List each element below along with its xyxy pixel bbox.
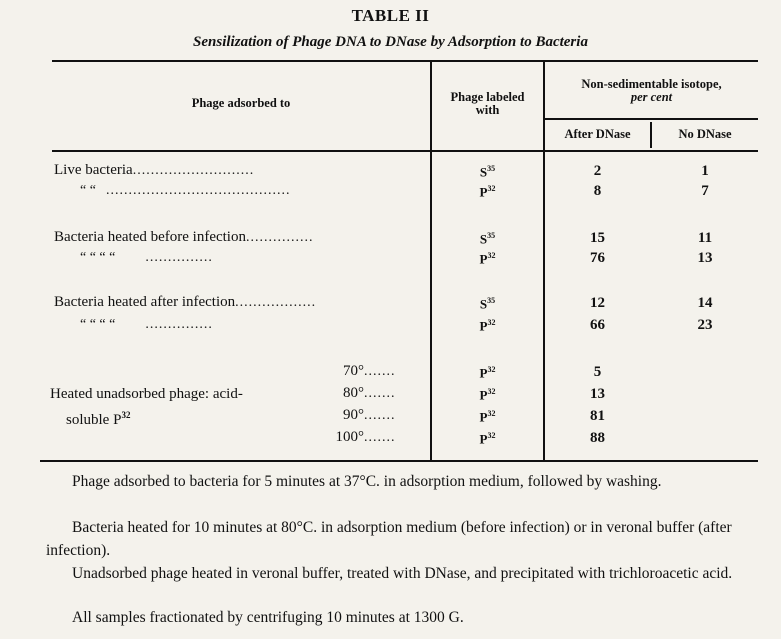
row-label: [80, 249, 213, 266]
heated-label-text: soluble P: [66, 412, 122, 428]
heated-label-line1: Heated unadsorbed phage: acid-: [50, 386, 243, 402]
leader-dots: .......: [364, 430, 396, 445]
header-phage-labeled-line2: with: [475, 103, 500, 117]
leader-dots: ...............: [145, 250, 213, 265]
isotope-mass: 35: [487, 231, 496, 240]
after-dnase-value: 5: [593, 364, 602, 380]
leader-dots: .......: [364, 386, 396, 401]
isotope-mass: 32: [487, 365, 496, 374]
after-dnase-value: 76: [590, 250, 605, 266]
isotope-mass: 32: [487, 318, 496, 327]
table-subtitle: Sensilization of Phage DNA to DNase by Adsorption to Bacteria: [193, 34, 588, 50]
heated-label-sup: 32: [121, 410, 131, 420]
leader-dots: ...............: [145, 317, 213, 332]
temp-value: 80°: [343, 385, 364, 401]
leader-dots: ...........................: [132, 163, 255, 178]
isotope-symbol: S: [479, 231, 488, 247]
row-label: [54, 162, 254, 179]
no-dnase-value: 1: [701, 163, 709, 179]
footnote-1: Phage adsorbed to bacteria for 5 minutes at 37°C. in adsorption medium, followed by washing.: [72, 473, 662, 490]
leader-dots: ..................: [235, 295, 317, 310]
ditto-marks: “ “ “ “: [80, 317, 116, 332]
footnote-2: Bacteria heated for 10 minutes at 80°C. in adsorption medium (before infection) or in veronal buffer (after infection).: [46, 519, 732, 559]
isotope-cell: [432, 251, 543, 267]
isotope-mass: 35: [487, 164, 496, 173]
header-phage-labeled-line1: Phage labeled: [450, 90, 525, 104]
after-dnase-value: 81: [590, 408, 605, 424]
after-dnase-value: 2: [593, 163, 602, 179]
isotope-symbol: P: [479, 251, 488, 267]
row-label-text: Live bacteria: [54, 162, 133, 178]
isotope-symbol: P: [479, 409, 488, 425]
ditto-marks: “ “: [80, 183, 96, 198]
isotope-mass: 32: [487, 431, 496, 440]
isotope-mass: 35: [487, 296, 496, 305]
leader-dots: ...............: [245, 230, 314, 245]
header-after-dnase: After DNase: [564, 127, 631, 141]
isotope-symbol: S: [479, 296, 488, 312]
temp-value: 90°: [343, 407, 364, 423]
temp-value: 100°: [335, 429, 364, 445]
row-label: [54, 294, 316, 311]
isotope-mass: 32: [487, 409, 496, 418]
ditto-marks: “ “ “ “: [80, 250, 116, 265]
isotope-cell: [432, 431, 543, 447]
top-rule: [52, 60, 758, 62]
after-dnase-value: 13: [590, 386, 605, 402]
isotope-cell: [432, 409, 543, 425]
no-dnase-value: 14: [697, 295, 713, 311]
row-label: [54, 229, 313, 246]
isotope-cell: [432, 184, 543, 200]
temp-label: [330, 429, 430, 446]
leader-dots: .........................................: [105, 183, 291, 198]
temp-value: 70°: [343, 363, 364, 379]
subheader-rule: [545, 118, 758, 120]
heated-label-line2: [66, 410, 130, 429]
after-dnase-value: 15: [590, 230, 605, 246]
isotope-cell: [432, 318, 543, 334]
row-label-text: Bacteria heated after infection: [54, 294, 236, 310]
row-label: [80, 316, 213, 333]
after-dnase-value: 8: [593, 183, 602, 199]
row-label: [80, 182, 290, 199]
after-dnase-value: 12: [590, 295, 605, 311]
isotope-symbol: P: [479, 387, 488, 403]
header-phage-adsorbed: Phage adsorbed to: [191, 96, 291, 110]
header-nonsed-line2: per cent: [630, 90, 673, 104]
temp-label: [330, 363, 430, 380]
isotope-cell: [432, 164, 543, 180]
isotope-mass: 32: [487, 184, 496, 193]
isotope-cell: [432, 365, 543, 381]
header-rule: [52, 150, 758, 152]
isotope-mass: 32: [487, 387, 496, 396]
isotope-symbol: P: [479, 184, 488, 200]
row-label-text: Bacteria heated before infection: [54, 229, 246, 245]
after-dnase-value: 88: [590, 430, 605, 446]
after-dnase-value: 66: [590, 317, 605, 333]
isotope-cell: [432, 387, 543, 403]
isotope-symbol: P: [479, 318, 488, 334]
header-no-dnase: No DNase: [678, 127, 732, 141]
footnote-3: Unadsorbed phage heated in veronal buffer, treated with DNase, and precipitated with trichloroacetic acid.: [72, 565, 733, 582]
isotope-cell: [432, 296, 543, 312]
leader-dots: .......: [364, 408, 396, 423]
no-dnase-value: 23: [697, 317, 713, 333]
isotope-symbol: S: [479, 164, 488, 180]
header-nonsedimentable: [545, 78, 758, 104]
isotope-mass: 32: [487, 251, 496, 260]
bottom-rule: [40, 460, 758, 462]
no-dnase-value: 7: [701, 183, 709, 199]
no-dnase-value: 11: [697, 230, 713, 246]
temp-label: [330, 407, 430, 424]
isotope-symbol: P: [479, 431, 488, 447]
no-dnase-value: 13: [697, 250, 713, 266]
footnote-4: All samples fractionated by centrifuging 10 minutes at 1300 G.: [72, 609, 464, 626]
table-title: TABLE II: [351, 6, 430, 25]
leader-dots: .......: [364, 364, 396, 379]
isotope-symbol: P: [479, 365, 488, 381]
header-nonsed-line1: Non-sedimentable isotope,: [581, 77, 722, 91]
isotope-cell: [432, 231, 543, 247]
temp-label: [330, 385, 430, 402]
header-phage-labeled: [432, 91, 543, 117]
